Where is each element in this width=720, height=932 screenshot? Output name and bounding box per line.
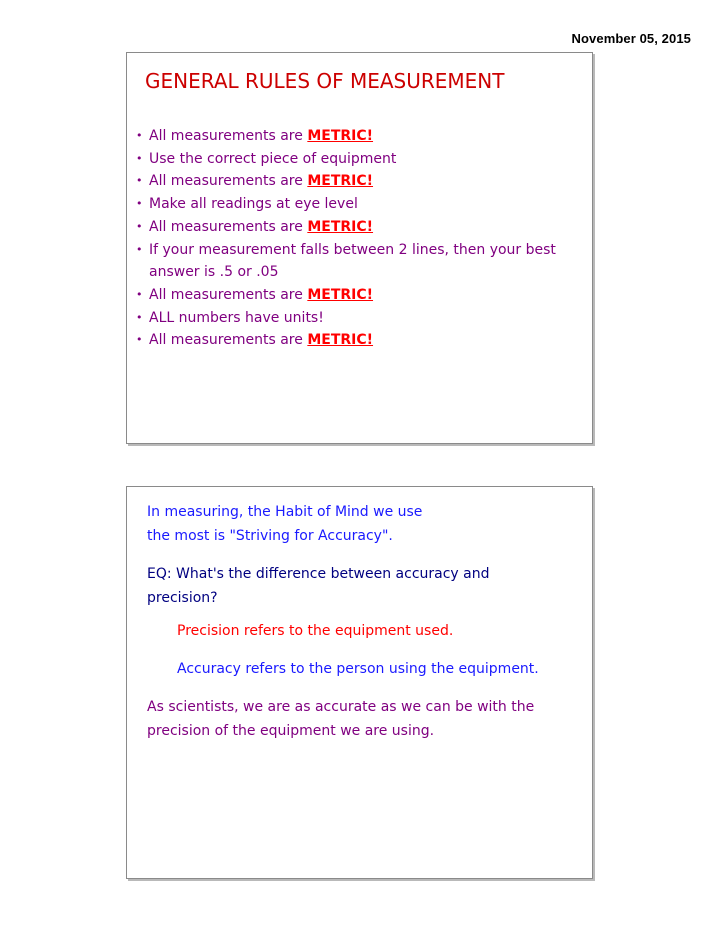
slide-title: GENERAL RULES OF MEASUREMENT [145, 69, 505, 93]
bullet-icon: • [136, 151, 143, 165]
eq-line-1: EQ: What's the difference between accuracy and [147, 566, 490, 582]
rule-item [135, 307, 575, 330]
metric-emphasis: METRIC! [307, 332, 374, 349]
rule-text: All measurements are [149, 173, 308, 190]
rule-text: ALL numbers have units! [149, 309, 324, 326]
metric-emphasis: METRIC! [307, 128, 374, 144]
rule-item [135, 239, 575, 284]
bullet-icon: • [136, 310, 143, 324]
rule-text: If your measurement falls between 2 lines, then your best answer is .5 or .05 [149, 241, 556, 281]
rule-item [135, 148, 575, 171]
rule-text: All measurements are [149, 332, 308, 349]
rules-list [135, 125, 575, 352]
metric-emphasis: METRIC! [307, 286, 374, 303]
bullet-icon: • [136, 129, 143, 142]
habit-line-2: the most is "Striving for Accuracy". [147, 528, 393, 544]
bullet-icon: • [136, 333, 143, 347]
metric-emphasis: METRIC! [307, 218, 374, 235]
rule-item [135, 284, 575, 307]
bullet-icon: • [136, 197, 143, 211]
metric-emphasis: METRIC! [307, 173, 374, 190]
slide-general-rules [126, 52, 593, 444]
rule-item [135, 193, 575, 216]
rule-item [135, 125, 575, 148]
rule-item [135, 170, 575, 193]
conclusion-line-1: As scientists, we are as accurate as we can be with the [147, 699, 535, 715]
page-date: November 05, 2015 [571, 31, 691, 46]
rule-text: All measurements are [149, 286, 308, 303]
rule-text: All measurements are [149, 128, 308, 144]
bullet-icon: • [136, 174, 143, 188]
rule-text: Use the correct piece of equipment [149, 150, 397, 167]
rule-text: All measurements are [149, 218, 308, 235]
rule-text: Make all readings at eye level [149, 196, 358, 213]
bullet-icon: • [136, 219, 143, 233]
precision-definition: Precision refers to the equipment used. [177, 623, 454, 639]
slide-accuracy-precision [126, 486, 593, 879]
bullet-icon: • [136, 242, 143, 256]
rule-item [135, 329, 575, 352]
accuracy-definition: Accuracy refers to the person using the equipment. [177, 661, 539, 677]
eq-line-2: precision? [147, 590, 218, 606]
rule-item [135, 216, 575, 239]
conclusion-line-2: precision of the equipment we are using. [147, 723, 435, 739]
bullet-icon: • [136, 287, 143, 301]
habit-line-1: In measuring, the Habit of Mind we use [147, 504, 423, 520]
